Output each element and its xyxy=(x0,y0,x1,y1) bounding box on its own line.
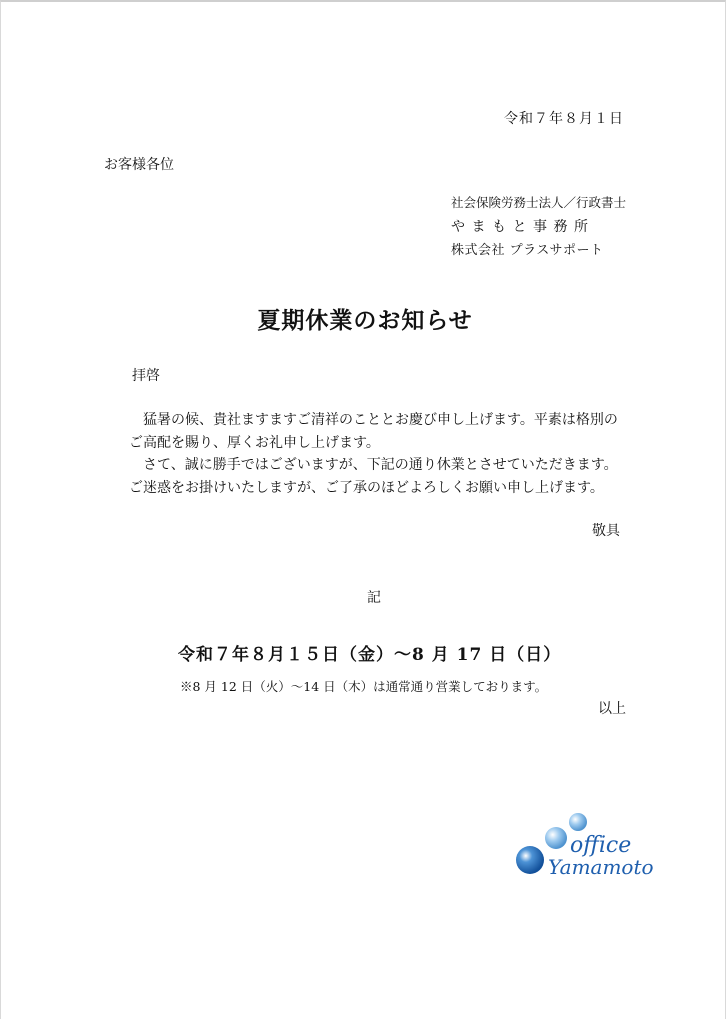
business-hours-note: ※8 月 12 日（火）～14 日（木）は通常通り営業しております。 xyxy=(180,679,548,694)
document-date: 令和７年８月１日 xyxy=(504,111,624,127)
logo-bubble-medium xyxy=(545,827,567,849)
body-paragraph-2: さて、誠に勝手ではございますが、下記の通り休業とさせていただきます。ご迷惑をお掛けいたしますが、ご了承のほどよろしくお願い申し上げます。 xyxy=(129,457,618,496)
office-yamamoto-logo xyxy=(510,812,670,884)
body-paragraph-1: 猛暑の候、貴社ますますご清祥のこととお慶び申し上げます。平素は格別のご高配を賜り、厚くお礼申し上げます。 xyxy=(129,412,618,451)
closing-salutation: 敬具 xyxy=(592,523,620,539)
sender-organization: 社会保険労務士法人／行政書士 xyxy=(450,195,626,210)
ending-mark: 以上 xyxy=(598,701,626,717)
logo-bubble-large xyxy=(516,846,544,874)
record-heading: 記 xyxy=(367,590,381,606)
closure-period: 令和７年８月１５日（金）～8 月 17 日（日） xyxy=(178,645,562,665)
logo-bubble-small xyxy=(569,813,587,831)
document-title: 夏期休業のお知らせ xyxy=(257,307,473,334)
body-text xyxy=(129,409,629,499)
sender-company-name: 株式会社 プラスサポート xyxy=(450,243,604,258)
recipient: お客様各位 xyxy=(104,157,174,173)
logo-text-yamamoto: Yamamoto xyxy=(548,855,654,879)
sender-block xyxy=(451,193,626,262)
opening-salutation: 拝啓 xyxy=(132,368,160,384)
sender-office-name: やまもと事務所 xyxy=(450,219,595,235)
logo-text-office: office xyxy=(570,833,632,858)
